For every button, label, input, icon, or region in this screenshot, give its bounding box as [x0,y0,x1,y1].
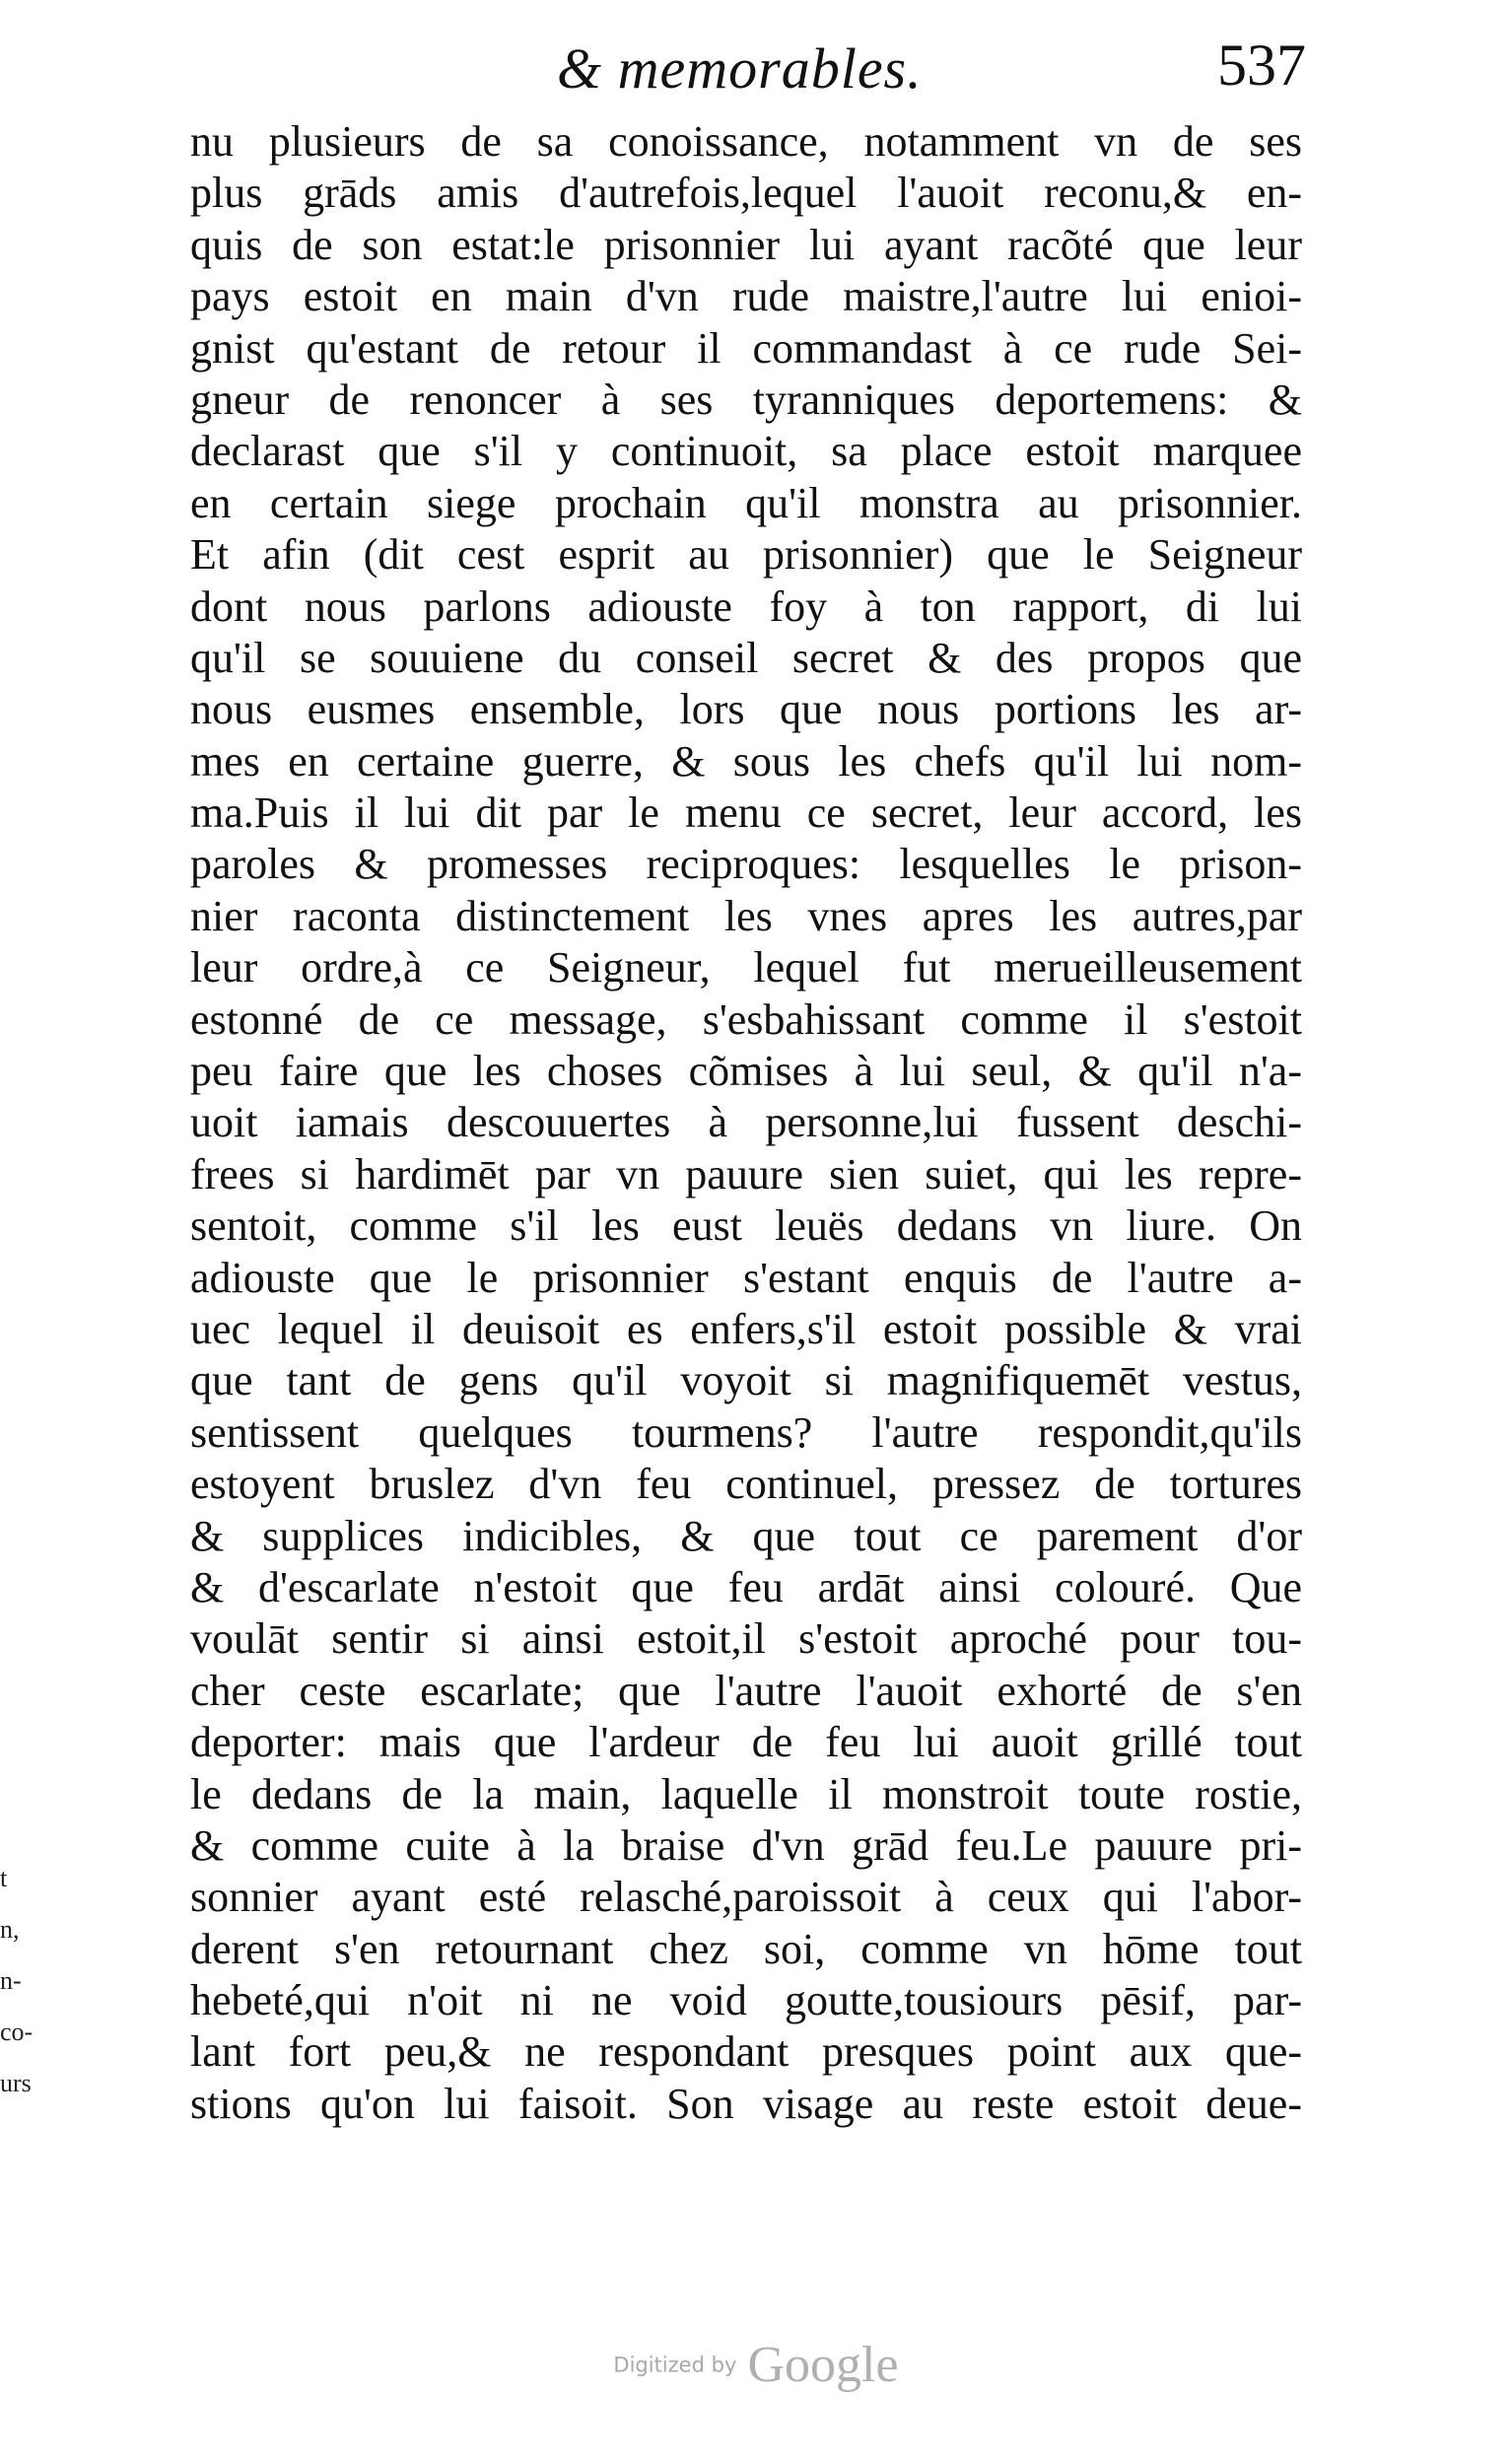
page-header [192,28,1306,116]
text-line: en certain siege prochain qu'il monstra au prisonnier. [190,478,1302,527]
margin-fragment: n- [0,1966,22,1995]
text-line: estoyent bruslez d'vn feu continuel, pressez de tortures [190,1460,1302,1509]
text-line: quis de son estat:le prisonnier lui ayant racõté que leur [190,220,1302,269]
text-line: & supplices indicibles, & que tout ce parement d'or [190,1511,1302,1560]
text-line: uoit iamais descouuertes à personne,lui fussent deschi- [190,1098,1302,1147]
text-line: sonnier ayant esté relasché,paroissoit à ceux qui l'abor- [190,1873,1302,1922]
digitization-footer [0,2336,1512,2405]
text-line: derent s'en retournant chez soi, comme vn hōme tout [190,1924,1302,1973]
text-line: nu plusieurs de sa conoissance, notamment vn de ses [190,117,1302,166]
page-number: 537 [1217,33,1306,98]
margin-fragment: n, [0,1915,20,1944]
text-line: leur ordre,à ce Seigneur, lequel fut merueilleusement [190,943,1302,992]
text-line: declarast que s'il y continuoit, sa place estoit marquee [190,427,1302,476]
text-line: plus grāds amis d'autrefois,lequel l'auoit reconu,& en- [190,169,1302,218]
text-line: sentoit, comme s'il les eust leuës dedans vn liure. On [190,1201,1302,1251]
body-text [190,116,1302,2130]
text-line: nier raconta distinctement les vnes apres les autres,par [190,891,1302,940]
running-head: & memorables. [557,36,923,101]
margin-fragment: urs [0,2069,32,2097]
text-line: le dedans de la main, laquelle il monstroit toute rostie, [190,1769,1302,1818]
text-line: stions qu'on lui faisoit. Son visage au reste estoit deue- [190,2079,1302,2128]
text-line: Et afin (dit cest esprit au prisonnier) que le Seigneur [190,530,1302,580]
text-line: adiouste que le prisonnier s'estant enquis de l'autre a- [190,1253,1302,1302]
text-line: cher ceste escarlate; que l'autre l'auoit exhorté de s'en [190,1666,1302,1715]
text-line: gneur de renoncer à ses tyranniques deportemens: & [190,375,1302,424]
text-line: deporter: mais que l'ardeur de feu lui auoit grillé tout [190,1718,1302,1767]
text-line: peu faire que les choses cõmises à lui seul, & qu'il n'a- [190,1047,1302,1096]
text-line: uec lequel il deuisoit es enfers,s'il estoit possible & vrai [190,1304,1302,1353]
text-line: qu'il se souuiene du conseil secret & des propos que [190,633,1302,682]
text-line: & d'escarlate n'estoit que feu ardāt ainsi colouré. Que [190,1562,1302,1611]
text-line: nous eusmes ensemble, lors que nous portions les ar- [190,685,1302,734]
margin-fragment: t [0,1864,8,1892]
text-line: voulāt sentir si ainsi estoit,il s'estoit aproché pour tou- [190,1614,1302,1664]
text-line: pays estoit en main d'vn rude maistre,l'autre lui enioi- [190,272,1302,321]
text-line: estonné de ce message, s'esbahissant comme il s'estoit [190,994,1302,1044]
text-line: & comme cuite à la braise d'vn grād feu.Le pauure pri- [190,1820,1302,1870]
text-line: frees si hardimēt par vn pauure sien suiet, qui les repre- [190,1149,1302,1198]
text-line: mes en certaine guerre, & sous les chefs qu'il lui nom- [190,736,1302,786]
text-line: gnist qu'estant de retour il commandast à ce rude Sei- [190,323,1302,373]
digitized-by-label: Digitized by [613,2353,737,2377]
margin-fragment: co- [0,2018,34,2046]
text-line: ma.Puis il lui dit par le menu ce secret, leur accord, les [190,788,1302,838]
text-line: paroles & promesses reciproques: lesquelles le prison- [190,840,1302,889]
text-line: hebeté,qui n'oit ni ne void goutte,tousiours pēsif, par- [190,1976,1302,2025]
google-logo: Google [747,2337,899,2393]
text-line: dont nous parlons adiouste foy à ton rapport, di lui [190,582,1302,631]
text-line: sentissent quelques tourmens? l'autre respondit,qu'ils [190,1407,1302,1457]
text-line: lant fort peu,& ne respondant presques point aux que- [190,2027,1302,2077]
text-line: que tant de gens qu'il voyoit si magnifiquemēt vestus, [190,1356,1302,1405]
left-margin-fragments [0,1853,39,2109]
